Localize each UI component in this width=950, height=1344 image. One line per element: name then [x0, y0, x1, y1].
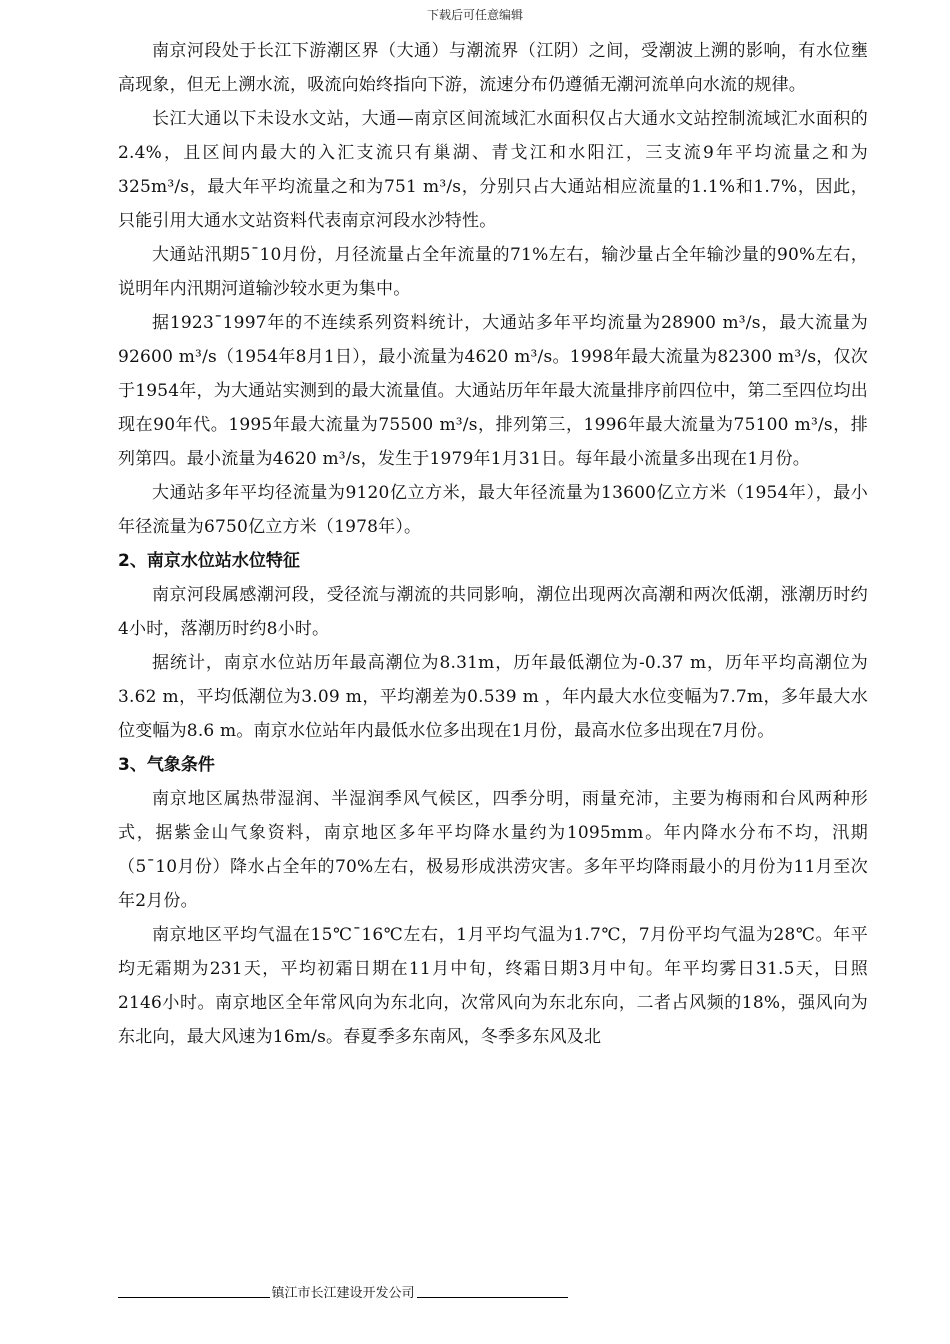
paragraph-tidal-influence: 南京河段处于长江下游潮区界（大通）与潮流界（江阴）之间，受潮波上溯的影响，有水位壅高现象，但无上溯水流，吸流向始终指向下游，流速分布仍遵循无潮河流单向水流的规律。 [118, 41, 868, 95]
page-header: 下载后可任意编辑 [426, 8, 523, 22]
section-heading-weather: 3、气象条件 [118, 755, 215, 775]
paragraph-tide-pattern: 南京河段属感潮河段，受径流与潮流的共同影响，潮位出现两次高潮和两次低潮，涨潮历时约4小时，落潮历时约8小时。 [118, 585, 868, 639]
paragraph-runoff: 大通站多年平均径流量为9120亿立方米，最大年径流量为13600亿立方米（1954年），最小年径流量为6750亿立方米（1978年）。 [118, 483, 868, 537]
section-heading-water-level: 2、南京水位站水位特征 [118, 551, 300, 571]
footer-rule-right [417, 1297, 569, 1298]
footer-company-name: 镇江市长江建设开发公司 [271, 1286, 415, 1301]
footer-rule-left [118, 1297, 270, 1298]
paragraph-temperature-wind: 南京地区平均气温在15℃¯16℃左右，1月平均气温为1.7℃，7月份平均气温为28℃。年平均无霜期为231天，平均初霜日期在11月中旬，终霜日期3月中旬。年平均雾日31.5天，日照2146小时。南京地区全年常风向为东北向，次常风向为东北东向，二者占风频的18%，强风向为东北向，最大风速为16m/s。春夏季多东南风，冬季多东风及北 [118, 925, 868, 1047]
paragraph-climate: 南京地区属热带湿润、半湿润季风气候区，四季分明，雨量充沛，主要为梅雨和台风两种形式，据紫金山气象资料，南京地区多年平均降水量约为1095mm。年内降水分布不均，汛期（5¯10月份）降水占全年的70%左右，极易形成洪涝灾害。多年平均降雨最小的月份为11月至次年2月份。 [118, 789, 868, 911]
page-footer [118, 1279, 568, 1301]
paragraph-flood-season: 大通站汛期5¯10月份，月径流量占全年流量的71%左右，输沙量占全年输沙量的90%左右，说明年内汛期河道输沙较水更为集中。 [118, 245, 868, 299]
paragraph-tide-statistics: 据统计，南京水位站历年最高潮位为8.31m，历年最低潮位为-0.37 m，历年平均高潮位为3.62 m，平均低潮位为3.09 m，平均潮差为0.539 m ，年内最大水位变幅为7.7m，多年最大水位变幅为8.6 m。南京水位站年内最低水位多出现在1月份，最高水位多出现在7月份。 [118, 653, 868, 741]
paragraph-hydrology-station: 长江大通以下未设水文站，大通—南京区间流域汇水面积仅占大通水文站控制流域汇水面积的2.4%，且区间内最大的入汇支流只有巢湖、青戈江和水阳江，三支流9年平均流量之和为325m³/s，最大年平均流量之和为751 m³/s，分别只占大通站相应流量的1.1%和1.7%，因此，只能引用大通水文站资料代表南京河段水沙特性。 [118, 109, 868, 231]
document-body [118, 34, 868, 1054]
paragraph-flow-statistics: 据1923¯1997年的不连续系列资料统计，大通站多年平均流量为28900 m³/s，最大流量为92600 m³/s（1954年8月1日），最小流量为4620 m³/s。1998年最大流量为82300 m³/s，仅次于1954年，为大通站实测到的最大流量值。大通站历年年最大流量排序前四位中，第二至四位均出现在90年代。1995年最大流量为75500 m³/s，排列第三，1996年最大流量为75100 m³/s，排列第四。最小流量为4620 m³/s，发生于1979年1月31日。每年最小流量多出现在1月份。 [118, 313, 868, 469]
